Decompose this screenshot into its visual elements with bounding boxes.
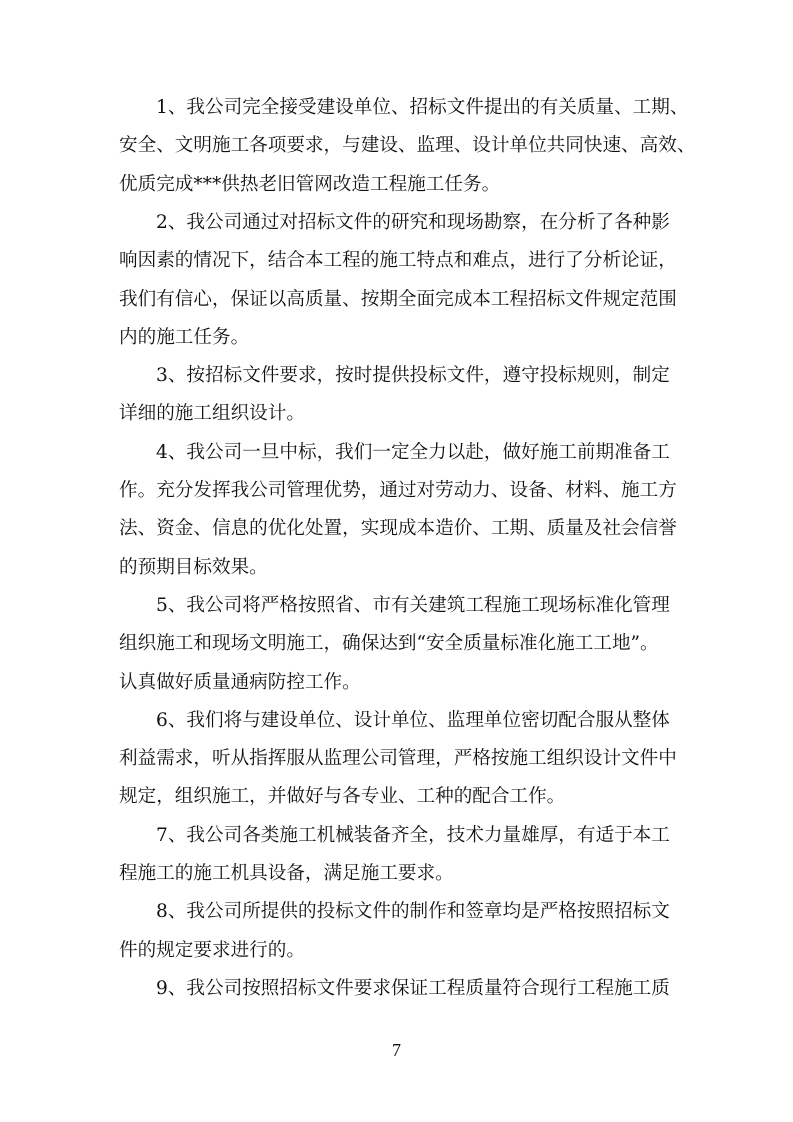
text-line: 内的施工任务。 [119,326,250,348]
text-line: 的预期目标效果。 [119,556,268,578]
text-line: 程施工的施工机具设备，满足施工要求。 [119,863,454,884]
text-line: 件的规定要求进行的。 [119,939,305,961]
text-line: 作。充分发挥我公司管理优势，通过对劳动力、设备、材料、施工方 [119,480,677,501]
text-line: 8、我公司所提供的投标文件的制作和签章均是严格按照招标文 [156,901,670,923]
text-line: 7、我公司各类施工机械装备齐全，技术力量雄厚，有适于本工 [156,824,670,846]
text-line: 2、我公司通过对招标文件的研究和现场勘察，在分析了各种影 [156,211,670,233]
text-line: 规定，组织施工，并做好与各专业、工种的配合工作。 [119,786,566,808]
text-line: 4、我公司一旦中标，我们一定全力以赴，做好施工前期准备工 [156,441,670,463]
text-line: 我们有信心，保证以高质量、按期全面完成本工程招标文件规定范围 [119,288,677,310]
text-line: 5、我公司将严格按照省、市有关建筑工程施工现场标准化管理 [156,594,670,616]
text-line: 法、资金、信息的优化处置，实现成本造价、工期、质量及社会信誉 [119,518,677,540]
text-line: 认真做好质量通病防控工作。 [119,671,361,693]
text-line: 9、我公司按照招标文件要求保证工程质量符合现行工程施工质 [156,977,670,999]
text-line: 利益需求，听从指挥服从监理公司管理，严格按施工组织设计文件中 [119,748,677,770]
page-number: 7 [392,1040,401,1060]
text-line: 响因素的情况下，结合本工程的施工特点和难点，进行了分析论证， [119,250,677,272]
text-line: 6、我们将与建设单位、设计单位、监理单位密切配合服从整体 [156,709,670,731]
text-line: 3、按招标文件要求，按时提供投标文件，遵守投标规则，制定 [156,365,670,387]
text-line: 1、我公司完全接受建设单位、招标文件提出的有关质量、工期、 [156,97,689,118]
text-line: 详细的施工组织设计。 [119,403,305,425]
text-line: 安全、文明施工各项要求，与建设、监理、设计单位共同快速、高效、 [119,135,696,157]
text-line: 优质完成***供热老旧管网改造工程施工任务。 [119,173,501,195]
text-line: 组织施工和现场文明施工，确保达到“安全质量标准化施工工地”。 [119,633,659,655]
